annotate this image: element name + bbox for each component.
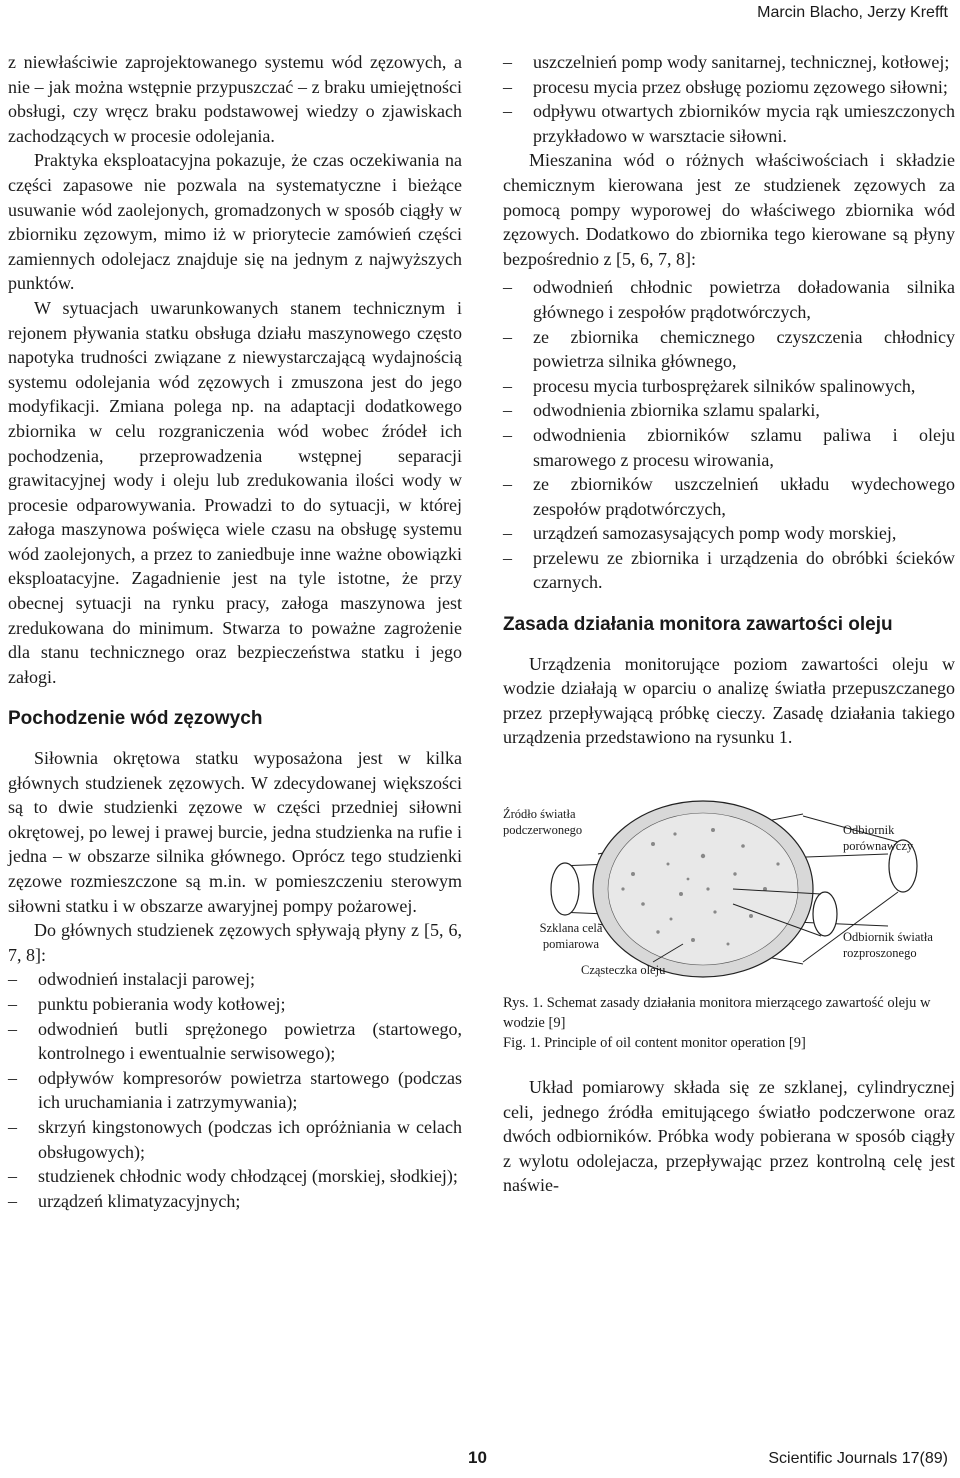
paragraph: Mieszanina wód o różnych właściwościach i składzie chemicznym kierowana jest ze studzienek zęzowych za pomocą pompy wyporowej do właściwego zbiornika wód zęzowych. Dodatkowo do zbiornika tego kierowane są płyny bezpośrednio z [5, 6, 7, 8]: bbox=[503, 150, 955, 269]
measuring-cell-inner bbox=[608, 813, 798, 965]
paragraph: Siłownia okrętowa statku wyposażona jest w kilka głównych studzienek zęzowych. W zdecydowanej większości są to dwie studzienki zęzowe w części przedniej siłowni okrętowej, po lewej i prawej burcie, jedna studzienka na rufie i jedna – w obszarze silnika głównego. Oprócz tego studzienki zęzowe rozmieszczone są m.in. w pomieszczeniu sterowym siłowni statku i w obszarze awaryjnej pompy pożarowej. bbox=[8, 748, 462, 916]
list-item: – uszczelnień pomp wody sanitarnej, technicznej, kotłowej; bbox=[503, 50, 955, 75]
list-item: – odwodnień butli sprężonego powietrza (startowego, kontrolnego i ewentualnie serwisowego); bbox=[8, 1017, 462, 1066]
list-item: – odpływów kompresorów powietrza startowego (podczas ich uruchamiania i zatrzymywania); bbox=[8, 1066, 462, 1115]
figure-caption-pl: Rys. 1. Schemat zasady działania monitora mierzącego zawartość oleju w wodzie [9] bbox=[503, 995, 931, 1032]
running-header: Marcin Blacho, Jerzy Krefft bbox=[757, 4, 948, 21]
list-item: – ze zbiorników uszczelnień układu wydechowego zespołów prądotwórczych, bbox=[503, 472, 955, 521]
light-source-shape bbox=[551, 863, 579, 915]
label-oil-particle: Cząsteczka oleju bbox=[581, 963, 666, 978]
list-item: – studzienek chłodnic wody chłodzącej (morskiej, słodkiej); bbox=[8, 1164, 462, 1189]
section-heading: Pochodzenie wód zęzowych bbox=[8, 708, 263, 730]
sources-list bbox=[8, 967, 462, 1213]
right-column bbox=[503, 50, 955, 1198]
list-item: – procesu mycia przez obsługę poziomu zęzowego siłowni; bbox=[503, 75, 955, 100]
list-item: – odwodnienia zbiornika szlamu spalarki, bbox=[503, 398, 955, 423]
list-item: – przelewu ze zbiornika i urządzenia do obróbki ścieków czarnych. bbox=[503, 546, 955, 595]
label-scatter-receiver: Odbiornik światła rozproszonego bbox=[843, 930, 933, 961]
list-item: – ze zbiornika chemicznego czyszczenia chłodnicy powietrza silnika głównego, bbox=[503, 325, 955, 374]
label-light-source: Źródło światła podczerwonego bbox=[503, 807, 583, 838]
paragraph: Układ pomiarowy składa się ze szklanej, cylindrycznej celi, jednego źródła emitującego światło podczerwone oraz dwóch odbiorników. Próbka wody pobierana w sposób ciągły z wylotu odolejacza, przepływając przez kontrolną celę jest naświe- bbox=[503, 1077, 955, 1196]
list-item: – skrzyń kingstonowych (podczas ich opróżniania w celach obsługowych); bbox=[8, 1115, 462, 1164]
list-item: – urządzeń klimatyzacyjnych; bbox=[8, 1189, 462, 1214]
paragraph: Do głównych studzienek zęzowych spływają płyny z [5, 6, 7, 8]: bbox=[8, 920, 462, 965]
list-item: – procesu mycia turbosprężarek silników spalinowych, bbox=[503, 374, 955, 399]
direct-sources-list bbox=[503, 275, 955, 595]
page-number: 10 bbox=[468, 1448, 487, 1467]
list-item: – odwodnień instalacji parowej; bbox=[8, 967, 462, 992]
list-item: – odwodnienia zbiorników szlamu paliwa i oleju smarowego z procesu wirowania, bbox=[503, 423, 955, 472]
label-measuring-cell: Szklana cela pomiarowa bbox=[539, 921, 603, 952]
list-item: – urządzeń samozasysających pomp wody morskiej, bbox=[503, 521, 955, 546]
list-item: – odwodnień chłodnic powietrza doładowania silnika głównego i zespołów prądotwórczych, bbox=[503, 275, 955, 324]
paragraph: W sytuacjach uwarunkowanych stanem technicznym i rejonem pływania statku obsługa działu maszynowego często napotyka trudności związane z niewystarczającą wydajnością systemu odolejania wód zęzowych i zmuszona jest do jego modyfikacji. Zmiana polega np. na adaptacji dodatkowego zbiornika w celu rozgraniczenia wód wobec źródeł ich pochodzenia, przeprowadzenia wstępnej separacji grawitacyjnej wody i oleju lub zredukowania ilości wody w procesie odparowywania. Prowadzi to do sytuacji, w której załoga maszynowa poświęca wiele czasu na obsługę systemu wód zaolejonych, a przez to zaniedbuje inne ważne obowiązki eksploatacyjne. Zagadnienie jest na tyle istotne, że przy obecnej sytuacji na rynku pracy, załoga maszynowa jest zredukowana do minimum. Stwarza to poważne zagrożenie dla stanu technicznego oraz bezpieczeństwa statku i jego załogi. bbox=[8, 297, 462, 687]
scatter-receiver-shape bbox=[813, 892, 837, 936]
label-reference-receiver: Odbiornik porównawczy bbox=[843, 823, 914, 854]
paragraph: Urządzenia monitorujące poziom zawartości oleju w wodzie działają w oparciu o analizę światła przepuszczanego przez przepływającą próbkę cieczy. Zasadę działania takiego urządzenia przedstawiono na rysunku 1. bbox=[503, 653, 955, 748]
list-item: – punktu pobierania wody kotłowej; bbox=[8, 992, 462, 1017]
list-item: – odpływu otwartych zbiorników mycia rąk umieszczonych przykładowo w warsztacie siłowni. bbox=[503, 99, 955, 148]
paragraph: Praktyka eksploatacyjna pokazuje, że czas oczekiwania na części zapasowe nie pozwala na systematyczne i bieżące usuwanie wód zaolejonych, gromadzonych w sposób ciągły w zbiorniku zęzowym, mimo iż w priorytecie zamówień części zamiennych odolejacz znajduje się na jednym z najwyższych punktów. bbox=[8, 150, 462, 294]
journal-name: Scientific Journals 17(89) bbox=[768, 1450, 948, 1467]
paragraph: z niewłaściwie zaprojektowanego systemu wód zęzowych, a nie – jak można wstępnie przypuszczać – z braku umiejętności obsługi, czy wręcz braku podstawowej wiedzy o zjawiskach zachodzących w procesie odolejania. bbox=[8, 52, 462, 146]
figure-oil-monitor-schematic bbox=[503, 794, 955, 989]
left-column bbox=[8, 50, 462, 1213]
sources-list-continued bbox=[503, 50, 955, 148]
figure-caption-en: Fig. 1. Principle of oil content monitor operation [9] bbox=[503, 1035, 806, 1052]
section-heading: Zasada działania monitora zawartości oleju bbox=[503, 614, 893, 636]
